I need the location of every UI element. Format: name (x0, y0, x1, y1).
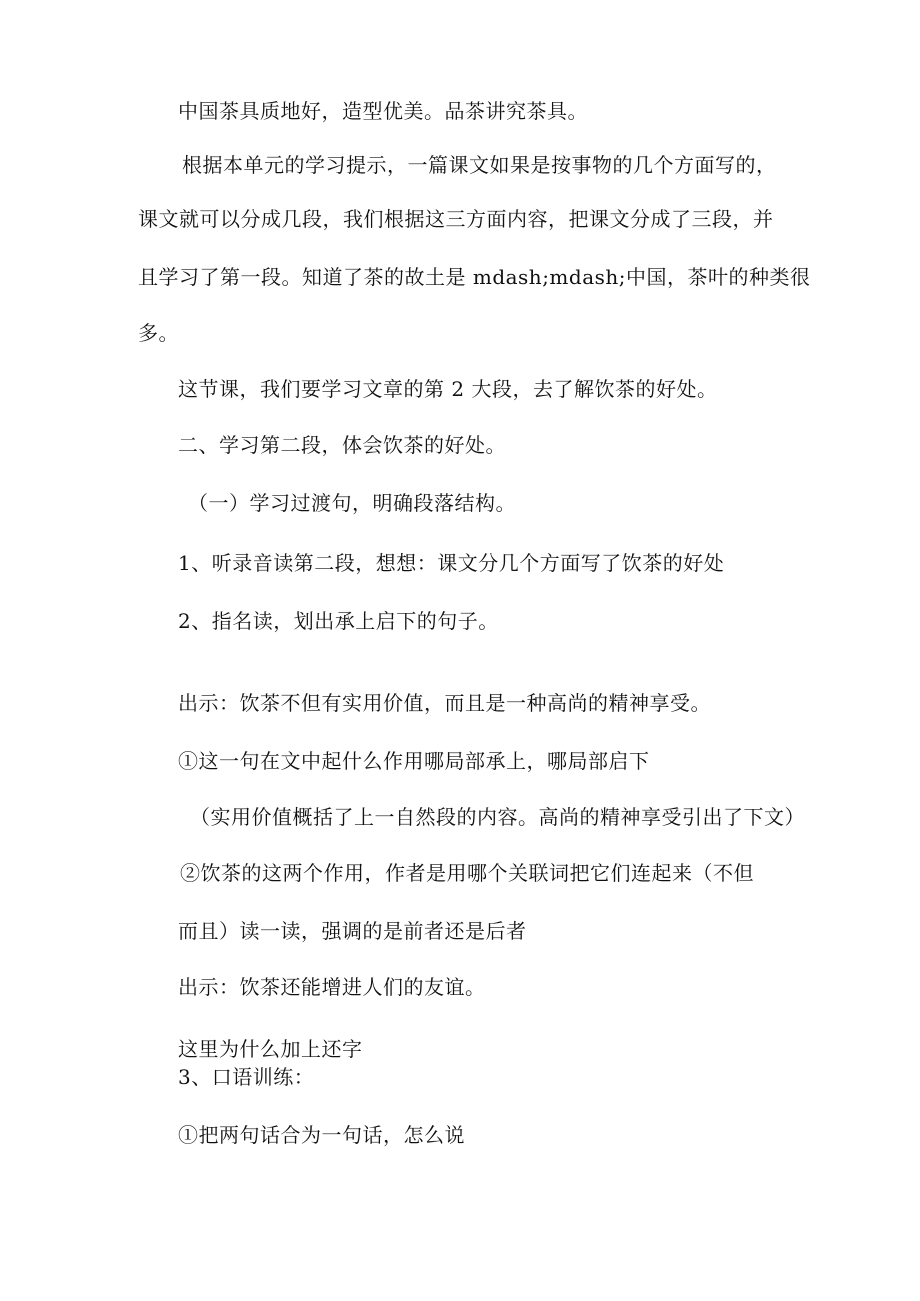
text-line: 而且）读一读，强调的是前者还是后者 (178, 919, 527, 943)
text-line: 这里为什么加上还字 (178, 1037, 363, 1061)
text-line: ①这一句在文中起什么作用哪局部承上，哪局部启下 (178, 749, 650, 773)
text-line: 出示：饮茶还能增进人们的友谊。 (178, 975, 486, 999)
text-line: 1、听录音读第二段，想想：课文分几个方面写了饮茶的好处 (178, 551, 725, 575)
text-line: 课文就可以分成几段，我们根据这三方面内容，把课文分成了三段，并 (138, 207, 774, 231)
subsection-heading: （一）学习过渡句，明确段落结构。 (188, 491, 516, 515)
text-line: 多。 (138, 321, 179, 345)
text-line: 3、口语训练： (178, 1065, 315, 1089)
text-line: ②饮茶的这两个作用，作者是用哪个关联词把它们连起来（不但 (180, 861, 754, 885)
text-line: 且学习了第一段。知道了茶的故土是 mdash;mdash;中国，茶叶的种类很 (138, 265, 811, 289)
text-line: ①把两句话合为一句话，怎么说 (178, 1123, 465, 1147)
text-line: 2、指名读，划出承上启下的句子。 (178, 609, 499, 633)
text-line: 中国茶具质地好，造型优美。品茶讲究茶具。 (178, 99, 588, 123)
text-line: 根据本单元的学习提示，一篇课文如果是按事物的几个方面写的， (182, 153, 777, 177)
text-line: 这节课，我们要学习文章的第 2 大段，去了解饮茶的好处。 (178, 377, 718, 401)
text-line: 出示：饮茶不但有实用价值，而且是一种高尚的精神享受。 (178, 691, 711, 715)
section-heading: 二、学习第二段，体会饮茶的好处。 (178, 433, 506, 457)
text-line: （实用价值概括了上一自然段的内容。高尚的精神享受引出了下文） (190, 805, 805, 829)
